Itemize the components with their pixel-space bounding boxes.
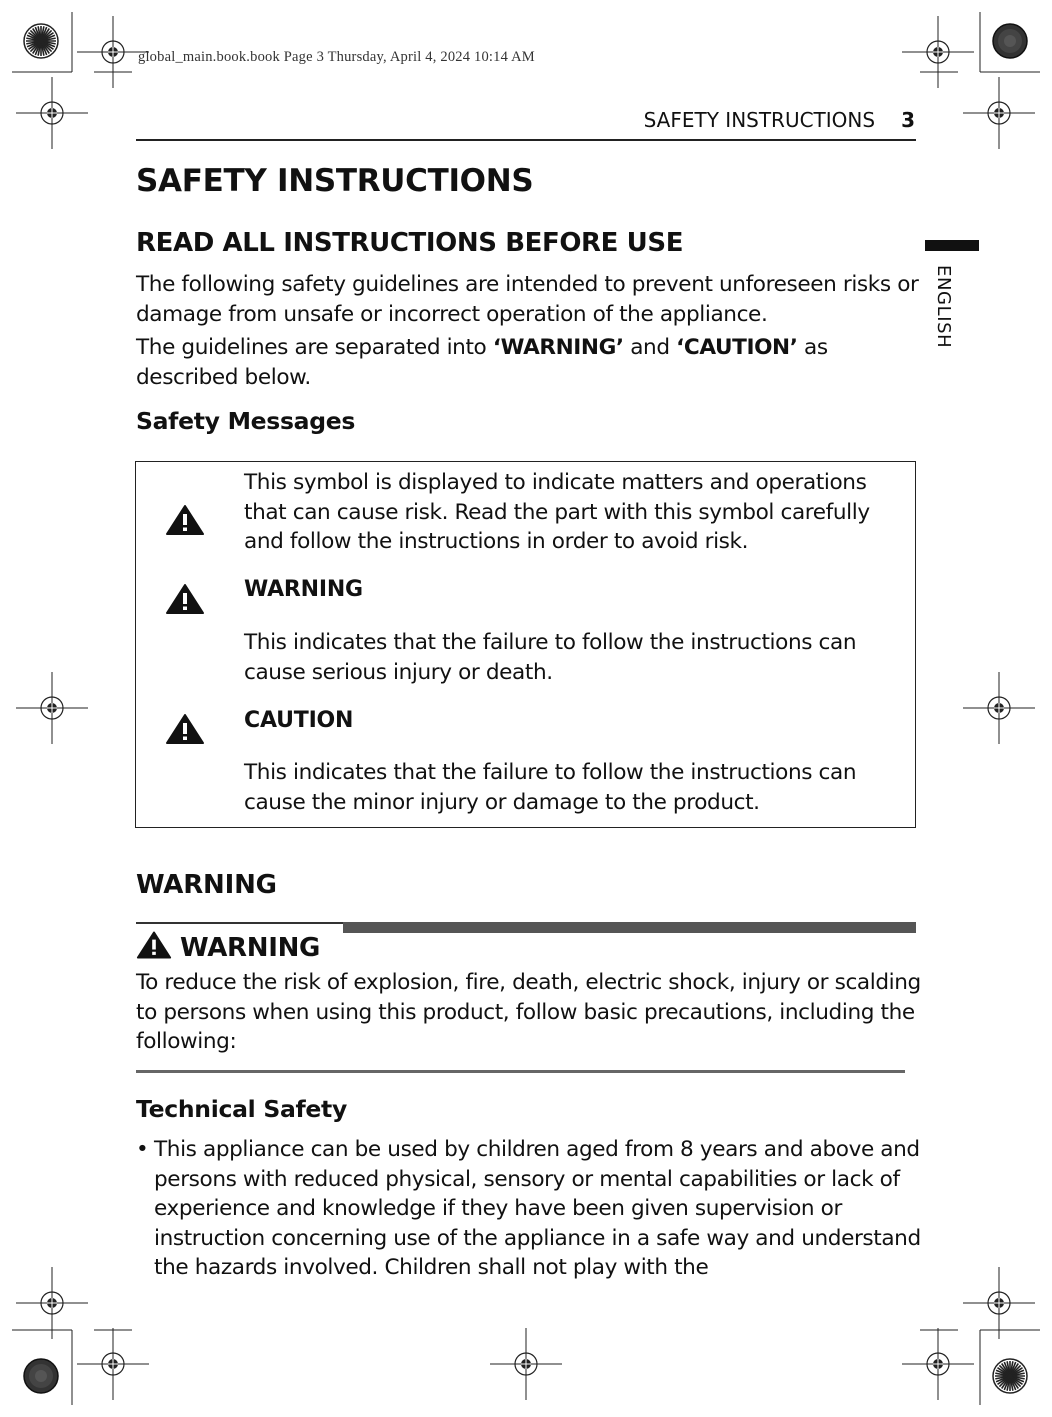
intro-paragraph-2 bbox=[136, 333, 926, 392]
header-rule bbox=[136, 139, 916, 141]
section-subtitle: READ ALL INSTRUCTIONS BEFORE USE bbox=[136, 228, 684, 258]
caution-description: This indicates that the failure to follow the instructions can cause the minor injury or damage to the product. bbox=[244, 760, 857, 815]
print-slug: global_main.book.book Page 3 Thursday, April 4, 2024 10:14 AM bbox=[138, 49, 535, 65]
warning-triangle-icon bbox=[165, 583, 205, 615]
intro-text: and bbox=[623, 335, 677, 360]
warning-triangle-icon bbox=[136, 930, 172, 960]
page-title: SAFETY INSTRUCTIONS bbox=[136, 163, 534, 199]
symbol-description: This symbol is displayed to indicate matters and operations that can cause risk. Read the part with this symbol carefully and follow the instructions in order to avoid risk. bbox=[244, 470, 870, 554]
language-tab-label: ENGLISH bbox=[933, 265, 954, 349]
warning-banner bbox=[136, 930, 320, 963]
warning-banner-label: WARNING bbox=[180, 933, 321, 963]
intro-paragraph-1: The following safety guidelines are intended to prevent unforeseen risks or damage from unsafe or incorrect operation of the appliance. bbox=[136, 272, 919, 327]
language-tab-bar bbox=[925, 240, 979, 251]
running-header bbox=[644, 108, 915, 132]
warning-text: To reduce the risk of explosion, fire, death, electric shock, injury or scalding to persons when using this product, follow basic precautions, including the following: bbox=[136, 970, 921, 1054]
warning-triangle-icon bbox=[165, 713, 205, 745]
intro-caution-term: ‘CAUTION’ bbox=[676, 335, 798, 360]
safety-messages-box bbox=[135, 461, 916, 828]
language-tab bbox=[929, 265, 955, 365]
intro-text: as described below. bbox=[136, 335, 828, 390]
warning-section-heading: WARNING bbox=[136, 870, 277, 900]
intro-text: The guidelines are separated into bbox=[136, 335, 493, 360]
warning-description: This indicates that the failure to follow the instructions can cause serious injury or death. bbox=[244, 630, 857, 685]
list-item-text: This appliance can be used by children aged from 8 years and above and persons with reduced physical, sensory or mental capabilities or lack of experience and knowledge if they have been given supervision or instruction concerning use of the appliance in a safe way and understand the hazards involved. Children shall not play with the bbox=[154, 1137, 921, 1280]
technical-safety-heading: Technical Safety bbox=[136, 1095, 348, 1123]
running-header-title: SAFETY INSTRUCTIONS bbox=[643, 108, 876, 132]
page-number: 3 bbox=[901, 108, 915, 132]
warning-banner-bar bbox=[343, 922, 916, 933]
caution-label: CAUTION bbox=[244, 708, 354, 733]
warning-label: WARNING bbox=[244, 577, 363, 602]
bullet: • bbox=[136, 1137, 149, 1162]
intro-warning-term: ‘WARNING’ bbox=[492, 335, 624, 360]
safety-messages-heading: Safety Messages bbox=[136, 407, 356, 435]
warning-triangle-icon bbox=[165, 504, 205, 536]
section-rule bbox=[136, 1070, 905, 1073]
warning-banner-rule bbox=[136, 922, 346, 924]
